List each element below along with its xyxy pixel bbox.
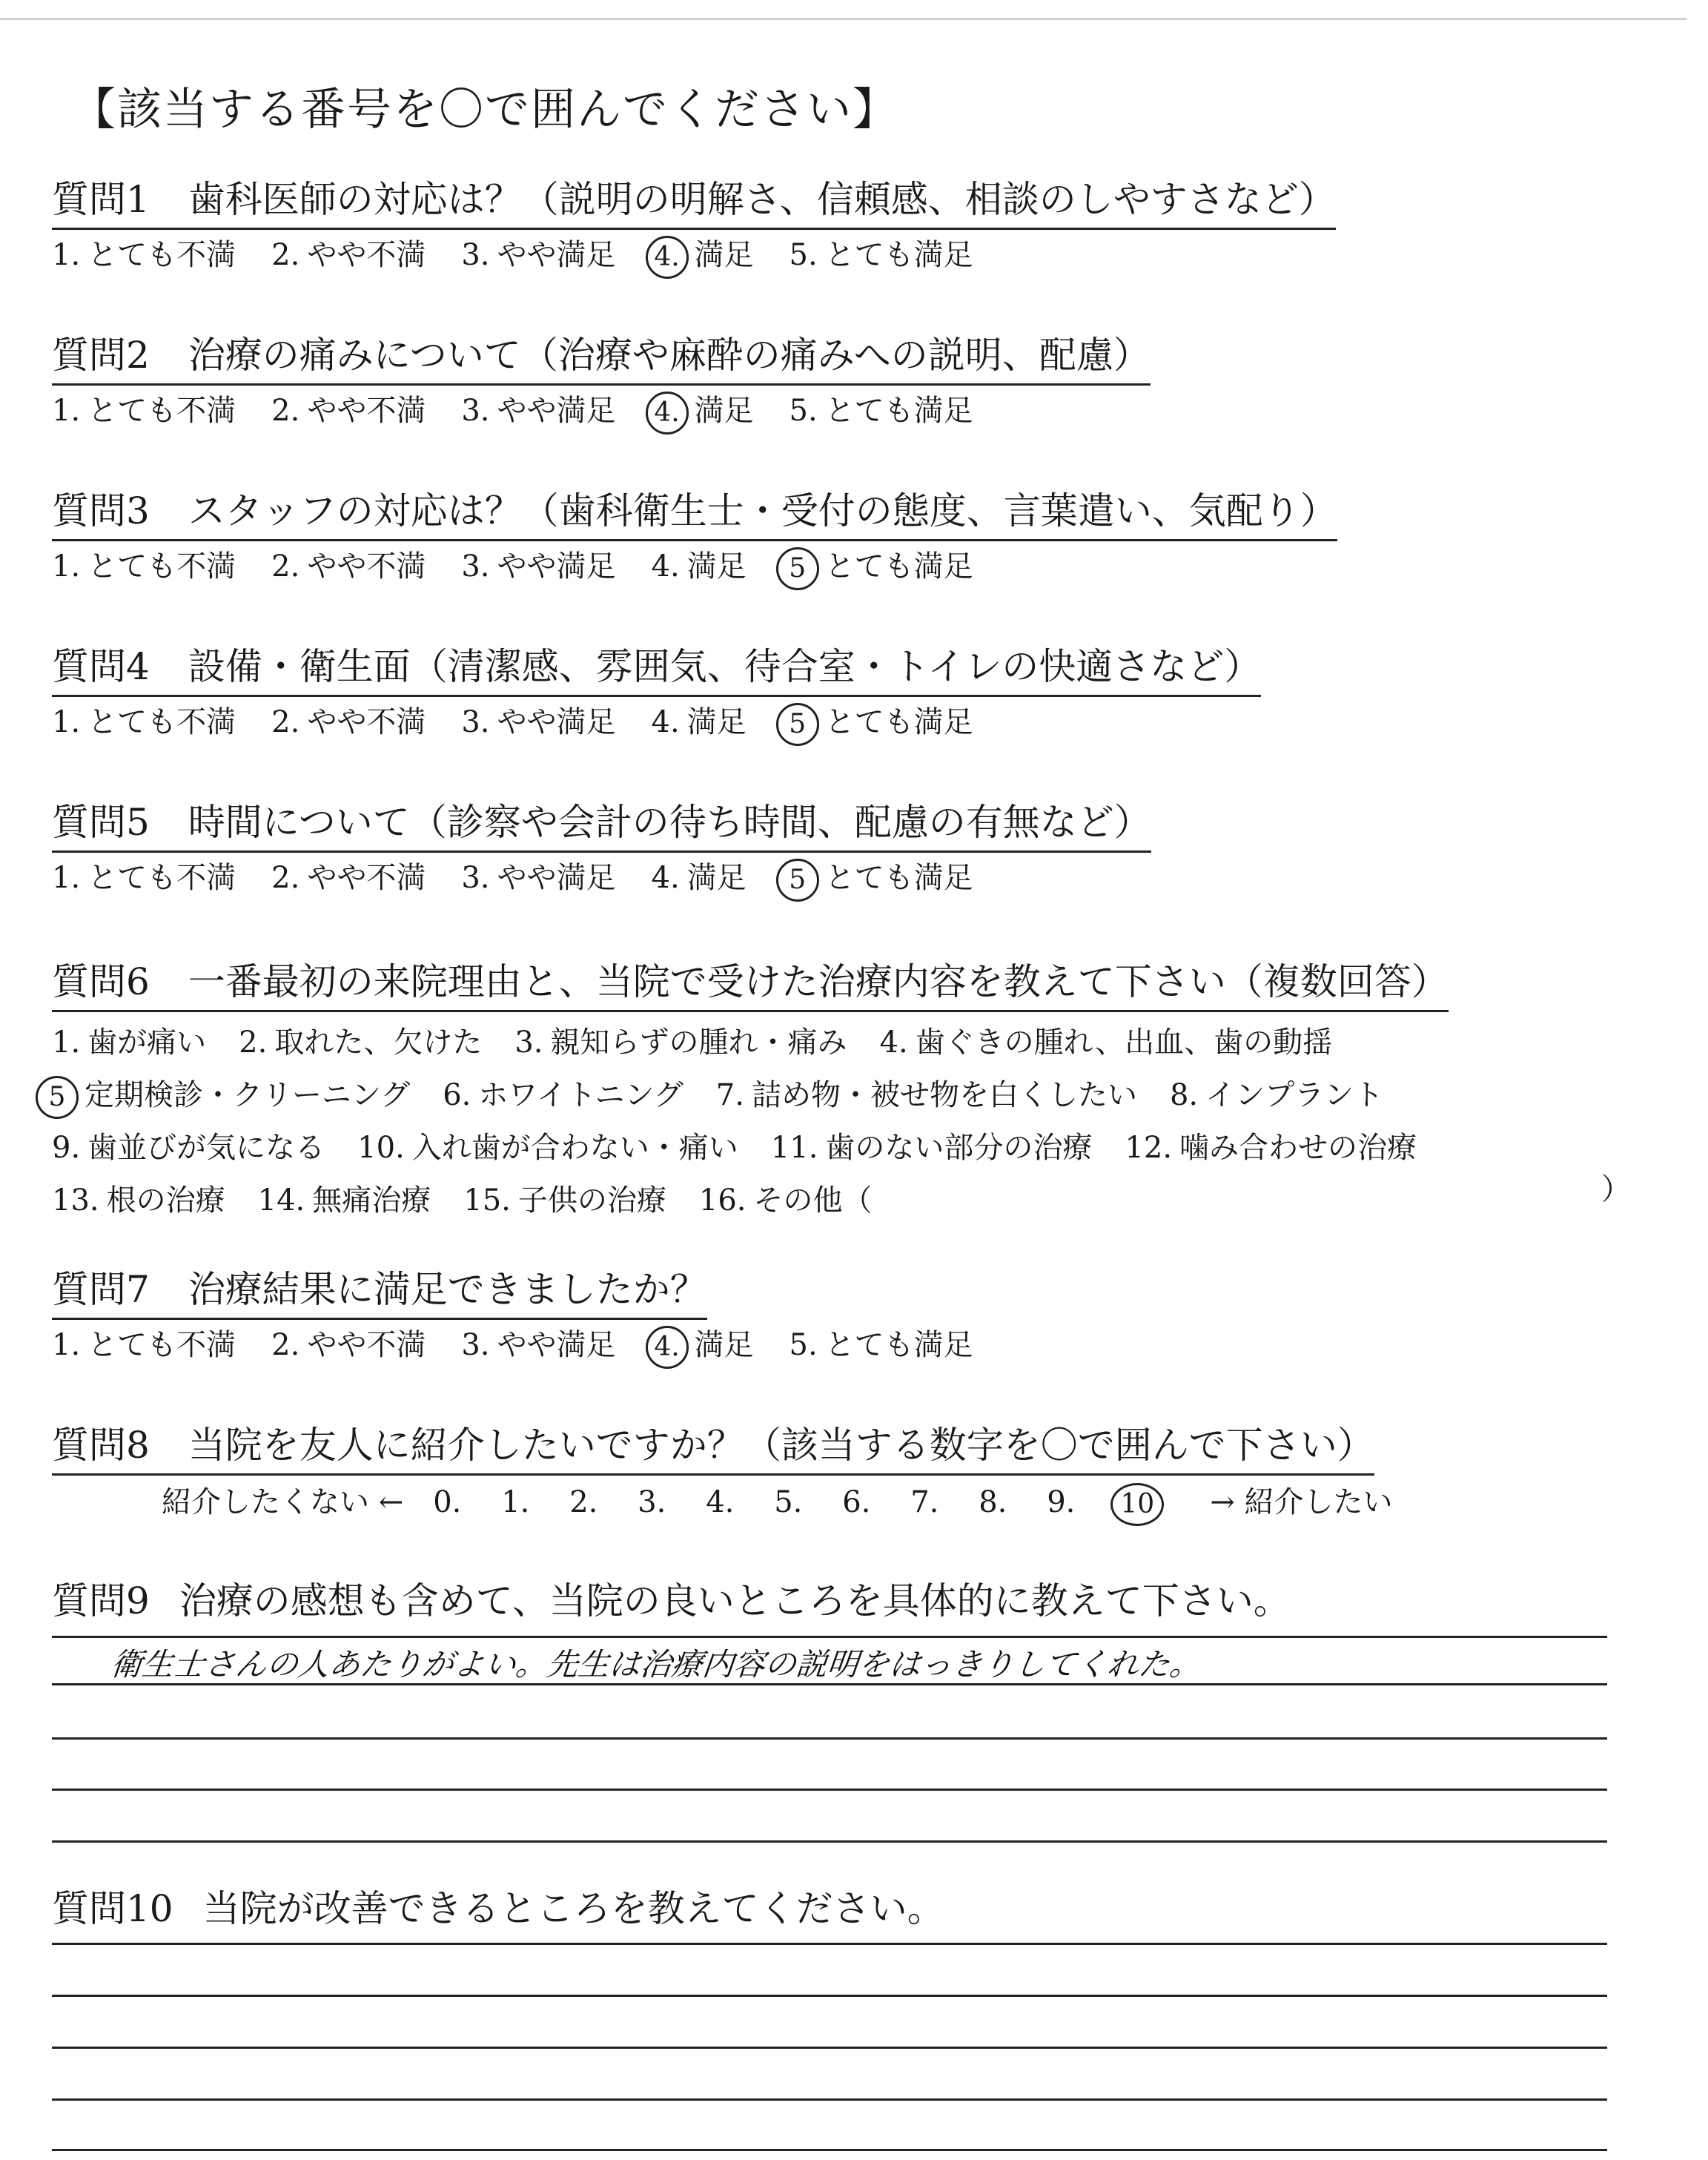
question-number: 質問4 — [52, 645, 150, 688]
option-label: 歯が痛い — [87, 1025, 207, 1060]
question-9 — [52, 1576, 1291, 1626]
option-label: とても満足 — [824, 1328, 973, 1362]
answer-option[interactable] — [52, 1175, 225, 1227]
option-label: やや不満 — [307, 549, 426, 584]
question-3 — [52, 486, 1337, 590]
option-label: 取れた、欠けた — [274, 1025, 483, 1060]
option-label: インプラント — [1205, 1078, 1384, 1112]
question-text: 一番最初の来院理由と、当院で受けた治療内容を教えて下さい（複数回答） — [188, 960, 1449, 1003]
answer-option[interactable] — [461, 234, 615, 276]
option-label: やや満足 — [497, 394, 616, 428]
scale-left-label: 紹介したくない ← — [162, 1485, 404, 1519]
circled-option-number: 4. — [646, 236, 689, 279]
answer-option[interactable] — [652, 390, 754, 435]
option-number: 3. — [461, 238, 490, 272]
option-label: 満足 — [686, 705, 747, 739]
scale-value[interactable]: 1. — [501, 1485, 530, 1519]
question-title — [52, 1264, 707, 1320]
answer-option[interactable] — [443, 1069, 683, 1122]
option-label: 詰め物・被せ物を白くしたい — [751, 1078, 1137, 1112]
recommend-scale — [162, 1480, 1392, 1526]
answer-option[interactable] — [1125, 1122, 1417, 1175]
scale-value[interactable]: 9. — [1047, 1485, 1076, 1519]
question-number: 質問5 — [52, 801, 150, 844]
option-label: やや不満 — [307, 394, 426, 428]
option-number: 3. — [461, 705, 490, 739]
option-label: とても不満 — [87, 238, 236, 272]
option-number: 2. — [271, 238, 300, 272]
circled-scale-value[interactable]: 10 — [1110, 1483, 1164, 1526]
option-label: やや不満 — [307, 705, 426, 739]
scale-value[interactable]: 0. — [433, 1485, 462, 1519]
answer-option[interactable] — [652, 234, 754, 279]
answer-option[interactable] — [52, 390, 236, 432]
option-label: やや満足 — [497, 549, 616, 584]
question-2 — [52, 330, 1151, 435]
answer-options — [52, 701, 1261, 746]
option-label: その他（ — [753, 1183, 873, 1218]
option-number: 3. — [461, 861, 490, 895]
circled-option-number: 5 — [776, 547, 819, 590]
answer-options — [52, 857, 1151, 902]
circled-option-number: 5 — [36, 1076, 79, 1119]
answer-line — [52, 2047, 1607, 2049]
option-label: やや満足 — [497, 861, 616, 895]
option-number: 12. — [1125, 1131, 1173, 1165]
option-number: 11. — [770, 1131, 818, 1165]
question-text: スタッフの対応は？（歯科衛生士・受付の態度、言葉遣い、気配り） — [188, 489, 1337, 532]
option-label: とても不満 — [87, 394, 236, 428]
option-label: とても満足 — [824, 705, 973, 739]
answer-line — [52, 2149, 1607, 2151]
scale-value[interactable]: 3. — [638, 1485, 666, 1519]
scale-value[interactable]: 6. — [842, 1485, 871, 1519]
answer-line — [52, 2098, 1607, 2101]
option-label: やや満足 — [497, 1328, 616, 1362]
scale-value[interactable]: 7. — [910, 1485, 939, 1519]
scan-edge-line — [0, 18, 1687, 20]
answer-option[interactable] — [652, 857, 747, 899]
question-number: 質問7 — [52, 1268, 150, 1311]
option-label: とても満足 — [824, 861, 973, 895]
question-text: 治療の感想も含めて、当院の良いところを具体的に教えて下さい。 — [179, 1579, 1291, 1622]
scale-value[interactable]: 4. — [706, 1485, 735, 1519]
option-label: とても不満 — [87, 549, 236, 584]
other-close-paren: ） — [1601, 1172, 1631, 1206]
question-title — [52, 797, 1151, 853]
option-number: 5. — [789, 238, 818, 272]
answer-option[interactable] — [790, 234, 973, 276]
answer-line — [52, 1995, 1607, 1997]
answer-option[interactable] — [271, 546, 426, 587]
answer-option[interactable] — [1170, 1069, 1383, 1122]
question-title — [52, 1883, 944, 1934]
option-number: 13. — [52, 1183, 99, 1218]
form-instruction-header: 【該当する番号を〇で囲んでください】 — [71, 84, 898, 136]
answer-option[interactable] — [652, 546, 747, 587]
answer-option[interactable] — [461, 546, 615, 587]
question-number: 質問10 — [52, 1887, 173, 1930]
option-label: とても不満 — [87, 1328, 236, 1362]
answer-option[interactable] — [461, 390, 615, 432]
question-text: 当院を友人に紹介したいですか？（該当する数字を〇で囲んで下さい） — [188, 1424, 1374, 1467]
answer-option[interactable] — [271, 701, 426, 743]
question-title — [52, 330, 1151, 386]
question-8 — [52, 1420, 1392, 1526]
option-number: 2. — [271, 394, 300, 428]
answer-option[interactable] — [716, 1069, 1137, 1122]
answer-option[interactable] — [52, 1324, 236, 1366]
answer-options — [52, 1324, 1009, 1369]
question-title — [52, 486, 1337, 541]
option-number: 2. — [271, 1328, 300, 1362]
option-label: 満足 — [694, 238, 754, 272]
answer-option[interactable] — [652, 1324, 754, 1369]
option-row — [48, 1069, 1449, 1122]
answer-option[interactable] — [880, 1017, 1333, 1069]
question-text: 歯科医師の対応は？（説明の明解さ、信頼感、相談のしやすさなど） — [188, 178, 1336, 221]
option-label: 定期検診・クリーニング — [85, 1078, 411, 1112]
option-label: やや不満 — [307, 1328, 426, 1362]
circled-option-number: 4. — [646, 392, 689, 435]
option-number: 1. — [52, 394, 81, 428]
option-label: とても満足 — [824, 238, 973, 272]
answer-option[interactable] — [52, 546, 236, 587]
option-label: 噛み合わせの治療 — [1179, 1131, 1417, 1165]
option-label: 子供の治療 — [517, 1183, 666, 1218]
option-number: 1. — [52, 861, 81, 895]
option-label: やや満足 — [497, 705, 616, 739]
circled-option-number: 4. — [646, 1326, 689, 1369]
option-label: とても満足 — [824, 549, 973, 584]
question-text: 当院が改善できるところを教えてください。 — [202, 1887, 944, 1930]
option-label: 歯並びが気になる — [87, 1131, 325, 1165]
answer-line — [52, 1840, 1607, 1843]
answer-option[interactable] — [239, 1017, 482, 1069]
option-label: とても不満 — [87, 705, 236, 739]
question-10 — [52, 1883, 944, 1934]
option-label: 入れ歯が合わない・痛い — [411, 1131, 738, 1165]
question-title — [52, 1420, 1374, 1476]
question-7 — [52, 1264, 1009, 1369]
answer-options — [52, 234, 1336, 279]
question-title — [52, 1576, 1291, 1626]
option-row — [52, 1175, 1449, 1227]
question-6 — [48, 957, 1449, 1227]
answer-option[interactable] — [271, 234, 426, 276]
answer-option[interactable] — [782, 701, 973, 746]
question-number: 質問3 — [52, 489, 150, 532]
answer-option[interactable] — [461, 857, 615, 899]
option-number: 3. — [461, 1328, 490, 1362]
answer-line — [52, 1789, 1607, 1791]
option-number: 2. — [239, 1025, 268, 1060]
option-label: ホワイトニング — [478, 1078, 683, 1112]
option-number: 6. — [443, 1078, 471, 1112]
question-number: 質問8 — [52, 1424, 150, 1467]
option-number: 15. — [463, 1183, 511, 1218]
option-label: 親知らずの腫れ・痛み — [550, 1025, 847, 1060]
answer-option[interactable] — [357, 1122, 738, 1175]
answer-line — [52, 1636, 1607, 1638]
question-1 — [52, 174, 1336, 279]
answer-line — [52, 1943, 1607, 1945]
option-number: 10. — [357, 1131, 405, 1165]
question-title — [52, 641, 1261, 697]
answer-option[interactable] — [463, 1175, 666, 1227]
answer-option[interactable] — [461, 1324, 615, 1366]
answer-option[interactable] — [782, 857, 973, 902]
scale-value[interactable]: 8. — [979, 1485, 1007, 1519]
option-label: やや満足 — [497, 238, 616, 272]
handwritten-answer: 衛生士さんの人あたりがよい。先生は治療内容の説明をはっきりしてくれた。 — [109, 1646, 1203, 1682]
answer-option[interactable] — [271, 1324, 426, 1366]
option-label: 根の治療 — [106, 1183, 225, 1218]
answer-option[interactable] — [258, 1175, 431, 1227]
circled-option-number: 5 — [776, 859, 819, 902]
answer-options — [52, 546, 1337, 590]
option-number: 4. — [651, 861, 680, 895]
scale-value[interactable]: 2. — [569, 1485, 598, 1519]
answer-option[interactable] — [48, 1069, 411, 1122]
question-text: 治療結果に満足できましたか？ — [188, 1268, 707, 1311]
question-text: 時間について（診察や会計の待ち時間、配慮の有無など） — [188, 801, 1151, 844]
option-number: 3. — [514, 1025, 543, 1060]
option-row — [52, 1122, 1449, 1175]
answer-option[interactable] — [52, 1122, 325, 1175]
answer-option[interactable] — [52, 234, 236, 276]
answer-option[interactable] — [52, 701, 236, 743]
answer-option[interactable] — [652, 701, 747, 743]
answer-option[interactable] — [271, 390, 426, 432]
option-label: 満足 — [686, 549, 747, 584]
answer-option[interactable] — [771, 1122, 1093, 1175]
question-number: 質問2 — [52, 334, 150, 377]
answer-option[interactable] — [782, 546, 973, 590]
question-number: 質問9 — [52, 1579, 150, 1622]
question-title — [52, 174, 1336, 230]
question-number: 質問6 — [52, 960, 150, 1003]
option-number: 7. — [715, 1078, 744, 1112]
scale-right-label: → 紹介したい — [1210, 1485, 1393, 1519]
option-number: 4. — [651, 705, 680, 739]
option-label: 無痛治療 — [312, 1183, 431, 1218]
answer-option[interactable] — [790, 1324, 973, 1366]
option-label: とても不満 — [87, 861, 236, 895]
option-label: 満足 — [686, 861, 747, 895]
answer-option[interactable] — [52, 857, 236, 899]
option-number: 5. — [789, 394, 818, 428]
answer-option[interactable] — [790, 390, 973, 432]
answer-option[interactable] — [271, 857, 426, 899]
option-label: 満足 — [694, 1328, 754, 1362]
answer-option[interactable] — [699, 1175, 873, 1227]
answer-options — [52, 390, 1151, 435]
option-number: 3. — [461, 549, 490, 584]
question-title — [52, 957, 1449, 1012]
circled-option-number: 5 — [776, 703, 819, 746]
option-number: 3. — [461, 394, 490, 428]
option-label: 歯のない部分の治療 — [825, 1131, 1093, 1165]
answer-option[interactable] — [52, 1017, 206, 1069]
question-text: 治療の痛みについて（治療や麻酔の痛みへの説明、配慮） — [188, 334, 1151, 377]
option-number: 1. — [52, 1328, 81, 1362]
question-number: 質問1 — [52, 178, 150, 221]
answer-option[interactable] — [514, 1017, 847, 1069]
question-text: 設備・衛生面（清潔感、雰囲気、待合室・トイレの快適さなど） — [188, 645, 1262, 688]
option-label: 歯ぐきの腫れ、出血、歯の動揺 — [915, 1025, 1333, 1060]
option-number: 14. — [257, 1183, 305, 1218]
answer-option[interactable] — [461, 701, 615, 743]
option-number: 1. — [52, 705, 81, 739]
option-number: 16. — [698, 1183, 747, 1218]
option-number: 2. — [271, 549, 300, 584]
option-number: 8. — [1169, 1078, 1199, 1112]
option-number: 4. — [879, 1025, 908, 1060]
option-label: とても満足 — [824, 394, 973, 428]
option-number: 1. — [52, 549, 81, 584]
option-number: 2. — [271, 861, 300, 895]
option-number: 5. — [789, 1328, 818, 1362]
scale-value[interactable]: 5. — [774, 1485, 803, 1519]
option-number: 9. — [52, 1131, 81, 1165]
question-5 — [52, 797, 1151, 902]
option-number: 4. — [651, 549, 680, 584]
q6-options — [48, 1017, 1449, 1227]
option-number: 1. — [52, 1025, 81, 1060]
option-label: 満足 — [694, 394, 754, 428]
option-number: 2. — [271, 705, 300, 739]
question-4 — [52, 641, 1261, 746]
option-label: やや不満 — [307, 861, 426, 895]
option-row — [52, 1017, 1449, 1069]
option-label: やや不満 — [307, 238, 426, 272]
answer-line — [52, 1737, 1607, 1740]
option-number: 1. — [52, 238, 81, 272]
